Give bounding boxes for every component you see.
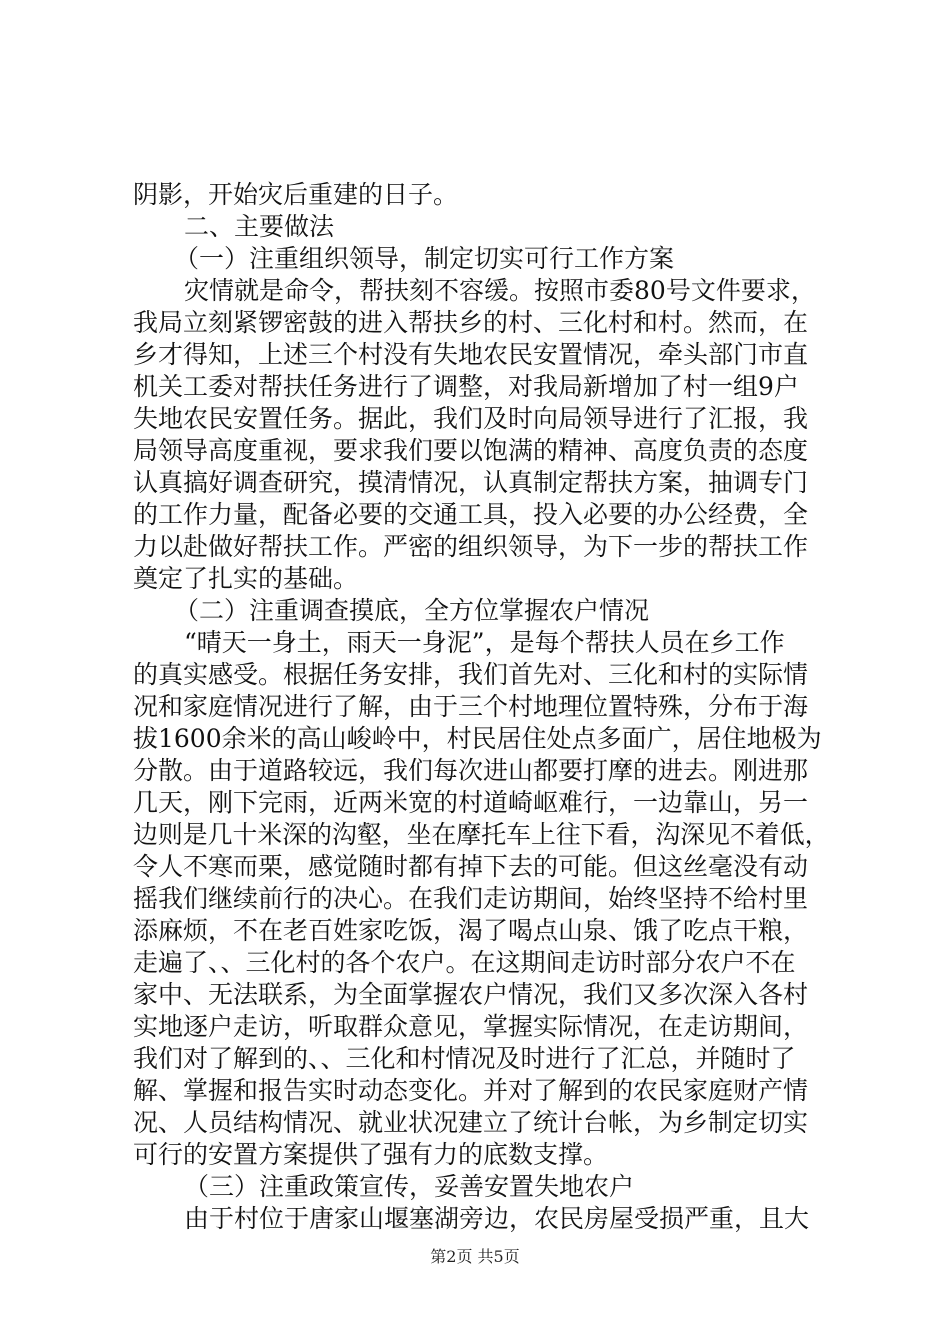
text-line: 奠定了扎实的基础。 (133, 564, 359, 593)
text-line: 力以赴做好帮扶工作。严密的组织领导，为下一步的帮扶工作 (133, 532, 809, 561)
text-line: 况、人员结构情况、就业状况建立了统计台帐，为乡制定切实 (133, 1108, 809, 1137)
paragraph-first-line: 由于村位于唐家山堰塞湖旁边，农民房屋受损严重，且大 (184, 1204, 810, 1233)
text-line: 摇我们继续前行的决心。在我们走访期间，始终坚持不给村里 (133, 884, 809, 913)
subsection-heading: （三）注重政策宣传，妥善安置失地农户 (184, 1172, 635, 1201)
text-line: 的工作力量，配备必要的交通工具，投入必要的办公经费，全 (133, 500, 809, 529)
subsection-heading: （一）注重组织领导，制定切实可行工作方案 (174, 244, 675, 273)
text-line: 机关工委对帮扶任务进行了调整，对我局新增加了村一组9户 (133, 372, 799, 401)
text-line: 几天，刚下完雨，近两米宽的村道崎岖难行，一边靠山，另一 (133, 788, 809, 817)
text-line: 边则是几十米深的沟壑，坐在摩托车上往下看，沟深见不着低， (133, 820, 830, 849)
text-line: 的真实感受。根据任务安排，我们首先对、三化和村的实际情 (133, 660, 809, 689)
text-line: 可行的安置方案提供了强有力的底数支撑。 (133, 1140, 609, 1169)
text-line: 令人不寒而栗，感觉随时都有掉下去的可能。但这丝毫没有动 (133, 852, 809, 881)
text-line: 走遍了、、三化村的各个农户。在这期间走访时部分农户不在 (133, 948, 796, 977)
text-line: 实地逐户走访，听取群众意见，掌握实际情况，在走访期间， (133, 1012, 809, 1041)
text-line: 家中、无法联系，为全面掌握农户情况，我们又多次深入各村 (133, 980, 809, 1009)
text-line: 拔1600余米的高山峻岭中，村民居住处点多面广，居住地极为 (133, 724, 822, 753)
text-line: 况和家庭情况进行了解，由于三个村地理位置特殊，分布于海 (133, 692, 809, 721)
text-line: 解、掌握和报告实时动态变化。并对了解到的农民家庭财产情 (133, 1076, 809, 1105)
paragraph-first-line: 灾情就是命令，帮扶刻不容缓。按照市委80号文件要求， (184, 276, 816, 305)
text-line: 我们对了解到的、、三化和村情况及时进行了汇总，并随时了 (133, 1044, 796, 1073)
section-heading: 二、主要做法 (184, 212, 335, 241)
text-line: 失地农民安置任务。据此，我们及时向局领导进行了汇报，我 (133, 404, 809, 433)
page-footer: 第2页 共5页 (430, 1247, 520, 1266)
paragraph-first-line: “晴天一身土，雨天一身泥”，是每个帮扶人员在乡工作 (184, 628, 785, 657)
text-line: 添麻烦，不在老百姓家吃饭，渴了喝点山泉、饿了吃点干粮， (133, 916, 809, 945)
text-line: 认真搞好调查研究，摸清情况，认真制定帮扶方案，抽调专门 (133, 468, 809, 497)
text-line: 分散。由于道路较远，我们每次进山都要打摩的进去。刚进那 (133, 756, 809, 785)
text-line: 局领导高度重视，要求我们要以饱满的精神、高度负责的态度 (133, 436, 809, 465)
text-line: 阴影，开始灾后重建的日子。 (133, 180, 459, 209)
text-line: 我局立刻紧锣密鼓的进入帮扶乡的村、三化村和村。然而，在 (133, 308, 809, 337)
text-line: 乡才得知，上述三个村没有失地农民安置情况，牵头部门市直 (133, 340, 809, 369)
subsection-heading: （二）注重调查摸底，全方位掌握农户情况 (174, 596, 650, 625)
